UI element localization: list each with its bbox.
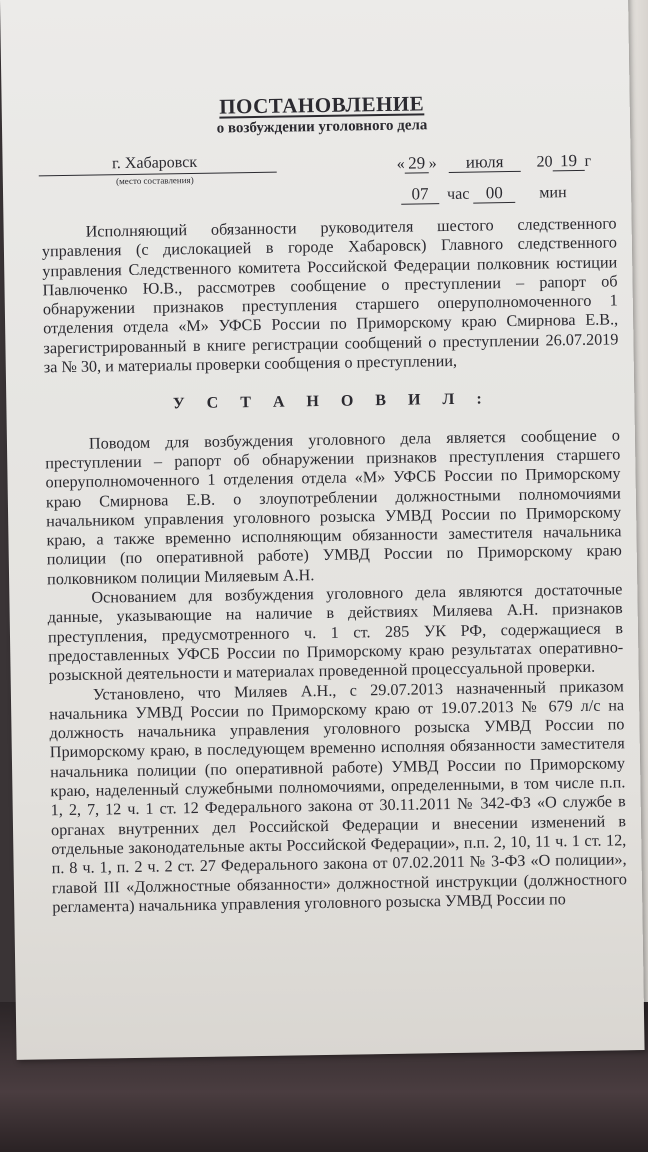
date-close-quote: » xyxy=(428,155,437,173)
body-paragraph: Установлено, что Миляев А.Н., с 29.07.2013 назначенный приказом начальника УМВД России по Приморскому краю от 19.07.2013 № 679 л/с на должность начальника управления уголовного розыска УМВД России по Приморскому краю, в последующем временно исполняя обязанности заместителя начальника полиции (по оперативной работе) УМВД России по Приморскому краю, наделенный служебными полномочиями, определенными, в том числе п.п. 1, 2, 7, 12 ч. 1 ст. 12 Федерального закона от 30.11.2011 № 342-ФЗ «О службе в органах внутренних дел Российской Федерации и внесении изменений в отдельные законодательные акты Российской Федерации», п.п. 2, 10, 11 ч. 1 ст. 12, п. 8 ч. 1, п. 2 ч. 2 ст. 27 Федерального закона от 07.02.2011 № 3-ФЗ «О полиции», главой III «Должностные обязанности» должностной инструкции (должностного регламента) начальника управления уголовного розыска УМВД России по xyxy=(49,676,628,917)
place-of-issue: г. Хабаровск xyxy=(111,153,198,173)
document-subtitle: о возбуждении уголовного дела xyxy=(216,117,428,137)
place-caption: (место составления) xyxy=(115,174,194,187)
body-paragraph: Поводом для возбуждения уголовного дела является сообщение о преступлении – рапорт об обнаружении признаков преступления старшего оперуполномоченного 1 отделения отдела «М» УФСБ России по Приморскому краю Смирнова Е.В. о злоупотреблении должностными полномочиями начальником управления уголовного розыска УМВД России по Приморскому краю, а также временно исполняющим обязанности заместителя начальника полиции (по оперативной работе) УМВД России по Приморскому краю полковником полиции Миляевым А.Н. xyxy=(45,425,622,589)
document-body xyxy=(42,214,628,917)
time-minute: 00 xyxy=(473,184,515,204)
date-field xyxy=(396,152,591,174)
date-year-prefix: 20 xyxy=(536,153,553,171)
time-hour: 07 xyxy=(401,185,439,205)
date-day: 29 xyxy=(404,154,428,173)
time-minute-label: мин xyxy=(539,184,567,202)
intro-paragraph: Исполняющий обязанности руководителя шестого следственного управления (с дислокацией в городе Хабаровск) Главного следственного управления Следственного комитета Российской Федерации полковник юстиции Павлюченко Ю.В., рассмотрев сообщение о преступлении – рапорт об обнаружении признаков преступления старшего оперуполномоченного 1 отделения отдела «М» УФСБ России по Приморскому краю Смирнова Е.В., зарегистрированный в книге регистрации сообщений о преступлении 26.07.2019 за № 30, и материалы проверки сообщения о преступлении, xyxy=(41,214,619,377)
time-hour-label: час xyxy=(446,185,470,204)
date-open-quote: « xyxy=(396,155,405,173)
document-title: ПОСТАНОВЛЕНИЕ xyxy=(219,91,425,119)
date-year-unit: г xyxy=(584,152,592,170)
time-field xyxy=(401,183,567,205)
body-paragraph: Основанием для возбуждения уголовного дела являются достаточные данные, указывающие на наличие в действиях Миляева А.Н. признаков преступления, предусмотренного ч. 1 ст. 285 УК РФ, содержащиеся в предоставленных УФСБ России по Приморскому краю результатах оперативно-розыскной деятельности и материалах проведенной процессуальной проверки. xyxy=(47,580,624,685)
date-year-suffix: 19 xyxy=(552,152,584,172)
date-month: июля xyxy=(448,153,520,173)
section-heading: У С Т А Н О В И Л : xyxy=(172,390,491,413)
